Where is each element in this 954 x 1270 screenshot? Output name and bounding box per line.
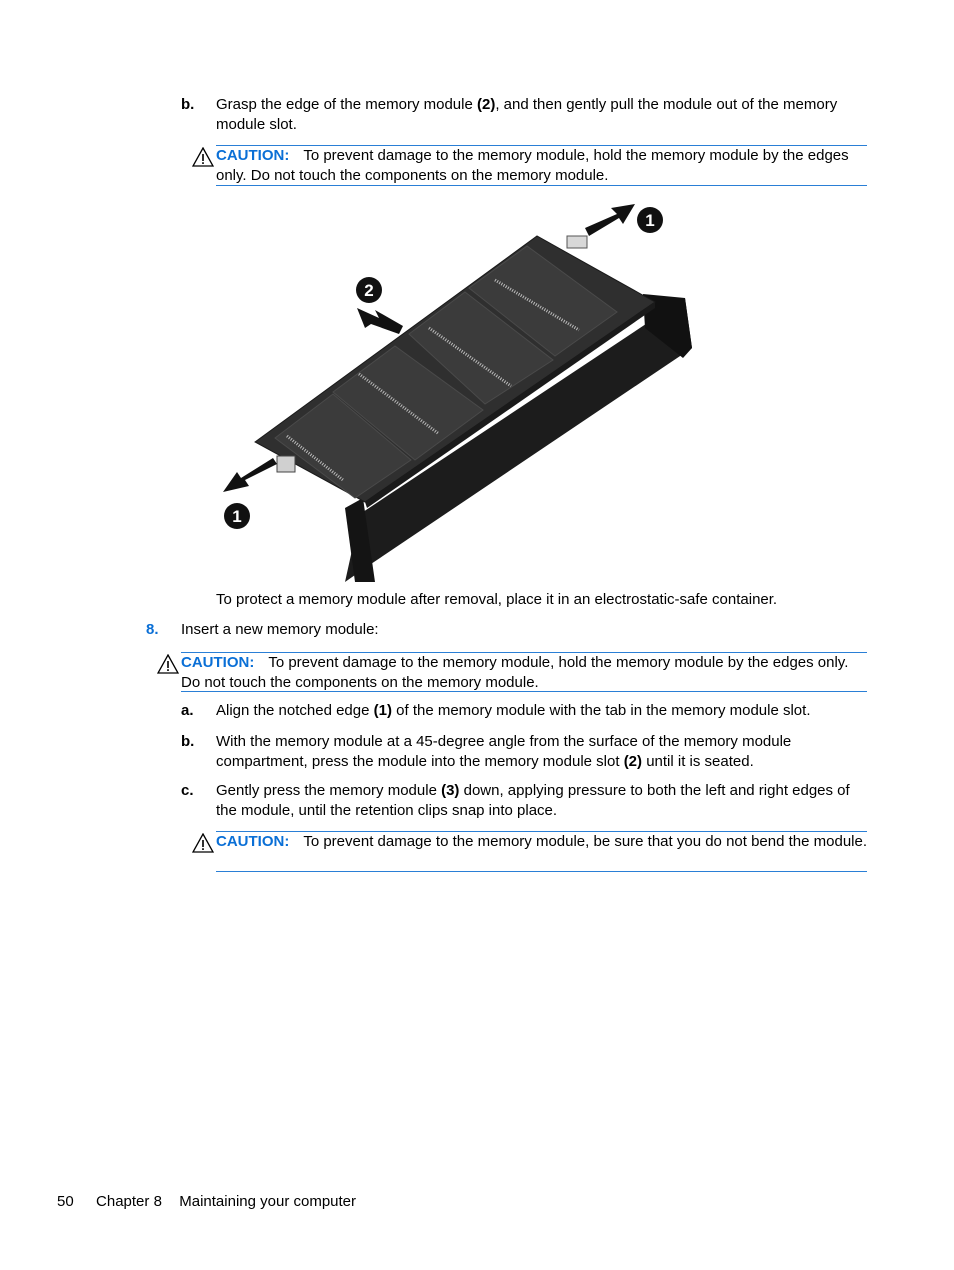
- step-text: Grasp the edge of the memory module (2), and then gently pull the module out of the memory module slot.: [216, 96, 838, 133]
- step-label: a.: [181, 702, 194, 719]
- arrow-icon: [585, 204, 635, 236]
- chapter-title: Maintaining your computer: [179, 1193, 357, 1210]
- warning-icon: [192, 833, 214, 853]
- retention-clip: [277, 456, 295, 472]
- page-footer: [57, 1192, 356, 1212]
- callout-number: 1: [645, 211, 655, 230]
- warning-icon: [192, 147, 214, 167]
- caution-box: [216, 831, 867, 872]
- caution-box: [181, 652, 867, 692]
- caution-title: CAUTION:: [181, 654, 255, 671]
- warning-icon: [157, 654, 179, 674]
- step-number: 8.: [146, 621, 159, 638]
- arrow-icon: [223, 458, 277, 492]
- caution-box: [216, 145, 867, 186]
- paragraph: To protect a memory module after removal, place it in an electrostatic-safe container.: [216, 591, 778, 608]
- step-label: c.: [181, 782, 194, 799]
- page-number: 50: [57, 1193, 74, 1210]
- step-text: Insert a new memory module:: [181, 621, 379, 638]
- arrow-icon: [357, 308, 403, 334]
- caution-text: To prevent damage to the memory module, hold the memory module by the edges only. Do not touch the components on the memory module.: [216, 147, 849, 184]
- step-label: b.: [181, 733, 195, 750]
- step-label: b.: [181, 96, 195, 113]
- callout-number: 1: [232, 507, 242, 526]
- callout-number: 2: [364, 281, 374, 300]
- caution-text: To prevent damage to the memory module, hold the memory module by the edges only. Do not touch the components on the memory module.: [181, 654, 849, 691]
- caution-title: CAUTION:: [216, 147, 290, 164]
- step-text: Gently press the memory module (3) down, applying pressure to both the left and right edges of the module, until the retention clips snap into place.: [216, 782, 850, 819]
- step-text: With the memory module at a 45-degree angle from the surface of the memory module compartment, press the module into the memory module slot (2) until it is seated.: [216, 733, 792, 770]
- memory-module-figure: [215, 198, 695, 582]
- caution-text: To prevent damage to the memory module, be sure that you do not bend the module.: [303, 833, 868, 850]
- step-text: Align the notched edge (1) of the memory module with the tab in the memory module slot.: [216, 702, 811, 719]
- chapter-label: Chapter 8: [96, 1193, 162, 1210]
- retention-clip: [567, 236, 587, 248]
- caution-title: CAUTION:: [216, 833, 290, 850]
